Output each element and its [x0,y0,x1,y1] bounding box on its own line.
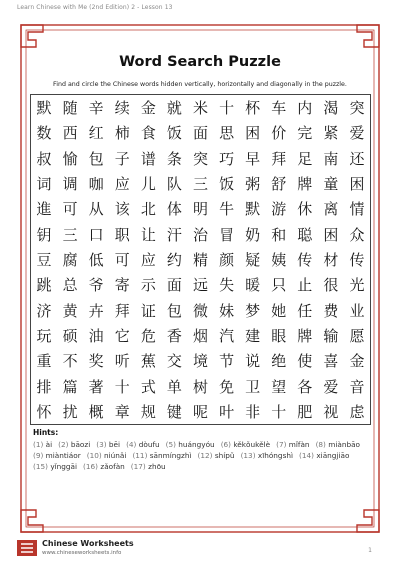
chinese-worksheets-logo-icon [17,540,37,556]
grid-cell[interactable]: 蕉 [140,352,156,371]
grid-cell[interactable]: 她 [271,301,287,320]
grid-cell[interactable]: 冒 [219,225,235,244]
grid-cell[interactable]: 总 [62,276,78,295]
grid-cell[interactable]: 颜 [219,250,235,269]
grid-cell[interactable]: 突 [349,99,365,118]
hint-number: (15) [33,462,51,471]
hint-pinyin: ài [45,440,53,449]
grid-cell[interactable]: 明 [192,200,208,219]
grid-cell[interactable]: 默 [245,200,261,219]
grid-cell[interactable]: 费 [323,301,339,320]
grid-cell[interactable]: 交 [166,352,182,371]
grid-cell[interactable]: 排 [36,377,52,396]
hint-item [87,450,127,461]
grid-cell[interactable]: 远 [192,276,208,295]
grid-cell[interactable]: 游 [271,200,287,219]
grid-cell[interactable]: 饭 [166,124,182,143]
grid-cell[interactable]: 爱 [349,124,365,143]
grid-cell[interactable]: 微 [192,301,208,320]
hint-item [58,439,90,450]
grid-cell[interactable]: 包 [88,149,104,168]
hint-item [299,450,349,461]
grid-cell[interactable]: 拜 [114,301,130,320]
hint-pinyin: sānmíngzhì [149,451,192,460]
hint-pinyin: kěkǒukělè [233,440,271,449]
grid-cell[interactable]: 非 [245,402,261,421]
grid-cell[interactable]: 约 [166,250,182,269]
grid-cell[interactable]: 面 [166,276,182,295]
grid-cell[interactable]: 怀 [36,402,52,421]
grid-cell[interactable]: 可 [62,200,78,219]
grid-cell[interactable]: 输 [323,326,339,345]
grid-cell[interactable]: 扰 [62,402,78,421]
grid-cell[interactable]: 汽 [219,326,235,345]
grid-cell[interactable]: 失 [219,276,235,295]
grid-cell[interactable]: 困 [349,175,365,194]
grid-cell[interactable]: 就 [166,99,182,118]
hint-item [132,450,191,461]
grid-cell[interactable]: 任 [297,301,313,320]
hint-item [276,439,309,450]
grid-cell[interactable]: 完 [297,124,313,143]
grid-cell[interactable]: 舒 [271,175,287,194]
grid-cell[interactable]: 南 [323,149,339,168]
grid-cell[interactable]: 止 [297,276,313,295]
grid-cell[interactable]: 包 [166,301,182,320]
grid-cell[interactable]: 光 [349,276,365,295]
grid-cell[interactable]: 证 [140,301,156,320]
grid-cell[interactable]: 愉 [62,149,78,168]
grid-cell[interactable]: 精 [192,250,208,269]
grid-cell[interactable]: 十 [271,402,287,421]
grid-cell[interactable]: 喜 [323,352,339,371]
grid-cell[interactable]: 著 [88,377,104,396]
hint-item [96,439,120,450]
grid-cell[interactable]: 众 [349,225,365,244]
grid-cell[interactable]: 咖 [88,175,104,194]
grid-cell[interactable]: 规 [140,402,156,421]
grid-cell[interactable]: 汗 [166,225,182,244]
grid-cell[interactable]: 黄 [62,301,78,320]
grid-cell[interactable]: 音 [349,377,365,396]
grid-cell[interactable]: 思 [219,124,235,143]
hint-item [221,439,270,450]
grid-cell[interactable]: 叶 [219,402,235,421]
grid-cell[interactable]: 调 [62,175,78,194]
hint-pinyin: huángyóu [178,440,215,449]
hint-number: (8) [315,440,329,449]
grid-cell[interactable]: 钥 [36,225,52,244]
grid-cell[interactable]: 香 [166,326,182,345]
hint-pinyin: xiāngjiāo [316,451,350,460]
grid-cell[interactable]: 聪 [297,225,313,244]
grid-cell[interactable]: 只 [271,276,287,295]
instructions: Find and circle the Chinese words hidden vertically, horizontally and diagonally in the puzzle. [53,81,347,88]
hint-number: (2) [58,440,71,449]
grid-cell[interactable]: 数 [36,124,52,143]
page-title: Word Search Puzzle [119,54,281,70]
hint-item [241,450,293,461]
hint-number: (12) [197,451,215,460]
grid-cell[interactable]: 随 [62,99,78,118]
grid-cell[interactable]: 進 [36,200,52,219]
grid-cell[interactable]: 疑 [245,250,261,269]
grid-cell[interactable]: 面 [192,124,208,143]
grid-cell[interactable]: 很 [323,276,339,295]
grid-cell[interactable]: 油 [88,326,104,345]
hint-item [33,450,81,461]
grid-cell[interactable]: 寄 [114,276,130,295]
grid-cell[interactable]: 米 [192,99,208,118]
hint-pinyin: zǎofàn [100,462,125,471]
grid-cell[interactable]: 条 [166,149,182,168]
grid-cell[interactable]: 济 [36,301,52,320]
grid-cell[interactable]: 饭 [219,175,235,194]
grid-cell[interactable]: 单 [166,377,182,396]
grid-cell[interactable]: 各 [297,377,313,396]
hint-item [33,461,77,472]
grid-cell[interactable]: 业 [349,301,365,320]
grid-cell[interactable]: 子 [114,149,130,168]
hint-pinyin: xīhóngshì [257,451,294,460]
grid-cell[interactable]: 应 [114,175,130,194]
page-number: 1 [368,547,372,554]
grid-cell[interactable]: 应 [140,250,156,269]
grid-cell[interactable]: 危 [140,326,156,345]
grid-cell[interactable]: 不 [62,352,78,371]
grid-cell[interactable]: 可 [114,250,130,269]
document-header: Learn Chinese with Me (2nd Edition) 2 - Lesson 13 [17,4,173,11]
hint-number: (4) [126,440,139,449]
grid-cell[interactable]: 和 [271,225,287,244]
hint-number: (1) [33,440,46,449]
grid-cell[interactable]: 愿 [349,326,365,345]
hint-item [131,461,166,472]
word-search-grid[interactable] [30,94,371,425]
hint-number: (10) [86,451,105,460]
grid-cell[interactable]: 治 [192,225,208,244]
hint-number: (3) [96,440,109,449]
grid-cell[interactable]: 烟 [192,326,208,345]
hint-pinyin: mǐfàn [288,440,310,449]
grid-cell[interactable]: 金 [140,99,156,118]
hint-number: (7) [276,440,289,449]
grid-cell[interactable]: 爷 [88,276,104,295]
grid-cell[interactable]: 还 [349,149,365,168]
grid-cell[interactable]: 使 [297,352,313,371]
grid-cell[interactable]: 词 [36,175,52,194]
grid-cell[interactable]: 呢 [192,402,208,421]
grid-cell[interactable]: 困 [323,225,339,244]
grid-cell[interactable]: 重 [36,352,52,371]
grid-cell[interactable]: 续 [114,99,130,118]
hint-pinyin: dòufu [138,440,160,449]
grid-cell[interactable]: 童 [323,175,339,194]
hint-pinyin: niúnǎi [104,451,127,460]
grid-cell[interactable]: 辛 [88,99,104,118]
grid-cell[interactable]: 材 [323,250,339,269]
grid-cell[interactable]: 树 [192,377,208,396]
grid-cell[interactable]: 拜 [271,149,287,168]
grid-cell[interactable]: 情 [349,200,365,219]
footer-brand-name: Chinese Worksheets [42,539,134,548]
grid-cell[interactable]: 西 [62,124,78,143]
hint-pinyin: miàntiáor [45,451,81,460]
grid-cell[interactable]: 突 [192,149,208,168]
hint-item [316,439,360,450]
grid-cell[interactable]: 紧 [323,124,339,143]
grid-cell[interactable]: 早 [245,149,261,168]
grid-cell[interactable]: 牌 [297,326,313,345]
grid-cell[interactable]: 姨 [271,250,287,269]
grid-cell[interactable]: 硕 [62,326,78,345]
grid-cell[interactable]: 示 [140,276,156,295]
grid-cell[interactable]: 让 [140,225,156,244]
grid-cell[interactable]: 肥 [297,402,313,421]
grid-cell[interactable]: 章 [114,402,130,421]
hint-pinyin: bēi [108,440,121,449]
grid-cell[interactable]: 三 [192,175,208,194]
grid-cell[interactable]: 爱 [323,377,339,396]
grid-cell[interactable]: 十 [114,377,130,396]
grid-cell[interactable]: 它 [114,326,130,345]
grid-cell[interactable]: 车 [271,99,287,118]
grid-cell[interactable]: 免 [219,377,235,396]
hint-number: (9) [33,451,46,460]
hint-pinyin: yǐnggāi [50,462,78,471]
grid-cell[interactable]: 听 [114,352,130,371]
grid-cell[interactable]: 食 [140,124,156,143]
hints-section [33,428,373,472]
grid-cell[interactable]: 十 [219,99,235,118]
grid-cell[interactable]: 式 [140,377,156,396]
grid-cell[interactable]: 篇 [62,377,78,396]
grid-cell[interactable]: 体 [166,200,182,219]
grid-cell[interactable]: 从 [88,200,104,219]
hint-item [33,439,52,450]
grid-cell[interactable]: 杯 [245,99,261,118]
hint-item [83,461,125,472]
grid-cell[interactable]: 柿 [114,124,130,143]
grid-cell[interactable]: 虑 [349,402,365,421]
grid-cell[interactable]: 奖 [88,352,104,371]
grid-cell[interactable]: 建 [245,326,261,345]
grid-cell[interactable]: 键 [166,402,182,421]
grid-cell[interactable]: 该 [114,200,130,219]
hint-number: (14) [299,451,317,460]
grid-cell[interactable]: 境 [192,352,208,371]
grid-cell[interactable]: 腐 [62,250,78,269]
footer-url[interactable]: www.chineseworksheets.info [42,550,122,556]
grid-cell[interactable]: 传 [349,250,365,269]
hint-pinyin: miànbāo [328,440,361,449]
grid-cell[interactable]: 谱 [140,149,156,168]
grid-cell[interactable]: 玩 [36,326,52,345]
grid-cell[interactable]: 节 [219,352,235,371]
hint-number: (6) [220,440,234,449]
grid-cell[interactable]: 价 [271,124,287,143]
grid-cell[interactable]: 内 [297,99,313,118]
hint-number: (5) [165,440,179,449]
grid-cell[interactable]: 卫 [245,377,261,396]
grid-cell[interactable]: 牛 [219,200,235,219]
grid-cell[interactable]: 三 [62,225,78,244]
grid-cell[interactable]: 叔 [36,149,52,168]
grid-cell[interactable]: 望 [271,377,287,396]
grid-cell[interactable]: 默 [36,99,52,118]
grid-cell[interactable]: 梦 [245,301,261,320]
grid-cell[interactable]: 口 [88,225,104,244]
hint-number: (13) [240,451,258,460]
grid-cell[interactable]: 奶 [245,225,261,244]
hints-title: Hints: [33,428,59,437]
grid-cell[interactable]: 困 [245,124,261,143]
grid-cell[interactable]: 北 [140,200,156,219]
hint-number: (11) [132,451,150,460]
hints-list [33,439,373,472]
grid-cell[interactable]: 儿 [140,175,156,194]
hint-item [198,450,235,461]
grid-cell[interactable]: 说 [245,352,261,371]
grid-cell[interactable]: 豆 [36,250,52,269]
grid-cell[interactable]: 视 [323,402,339,421]
grid-cell[interactable]: 离 [323,200,339,219]
grid-cell[interactable]: 卉 [88,301,104,320]
grid-cell[interactable]: 暖 [245,276,261,295]
grid-cell[interactable]: 休 [297,200,313,219]
grid-cell[interactable]: 绝 [271,352,287,371]
hint-number: (16) [83,462,101,471]
grid-cell[interactable]: 传 [297,250,313,269]
grid-cell[interactable]: 牌 [297,175,313,194]
grid-cell[interactable]: 红 [88,124,104,143]
hint-pinyin: bāozi [70,440,91,449]
hint-item [126,439,160,450]
hint-pinyin: shípǔ [214,451,235,460]
grid-cell[interactable]: 渴 [323,99,339,118]
hint-pinyin: zhōu [148,462,166,471]
grid-cell[interactable]: 跳 [36,276,52,295]
grid-cell[interactable]: 低 [88,250,104,269]
grid-cell[interactable]: 职 [114,225,130,244]
grid-cell[interactable]: 眼 [271,326,287,345]
hint-number: (17) [130,462,149,471]
grid-cell[interactable]: 概 [88,402,104,421]
grid-cell[interactable]: 足 [297,149,313,168]
hint-item [166,439,215,450]
grid-cell[interactable]: 队 [166,175,182,194]
grid-cell[interactable]: 妹 [219,301,235,320]
grid-cell[interactable]: 金 [349,352,365,371]
grid-cell[interactable]: 粥 [245,175,261,194]
grid-cell[interactable]: 巧 [219,149,235,168]
